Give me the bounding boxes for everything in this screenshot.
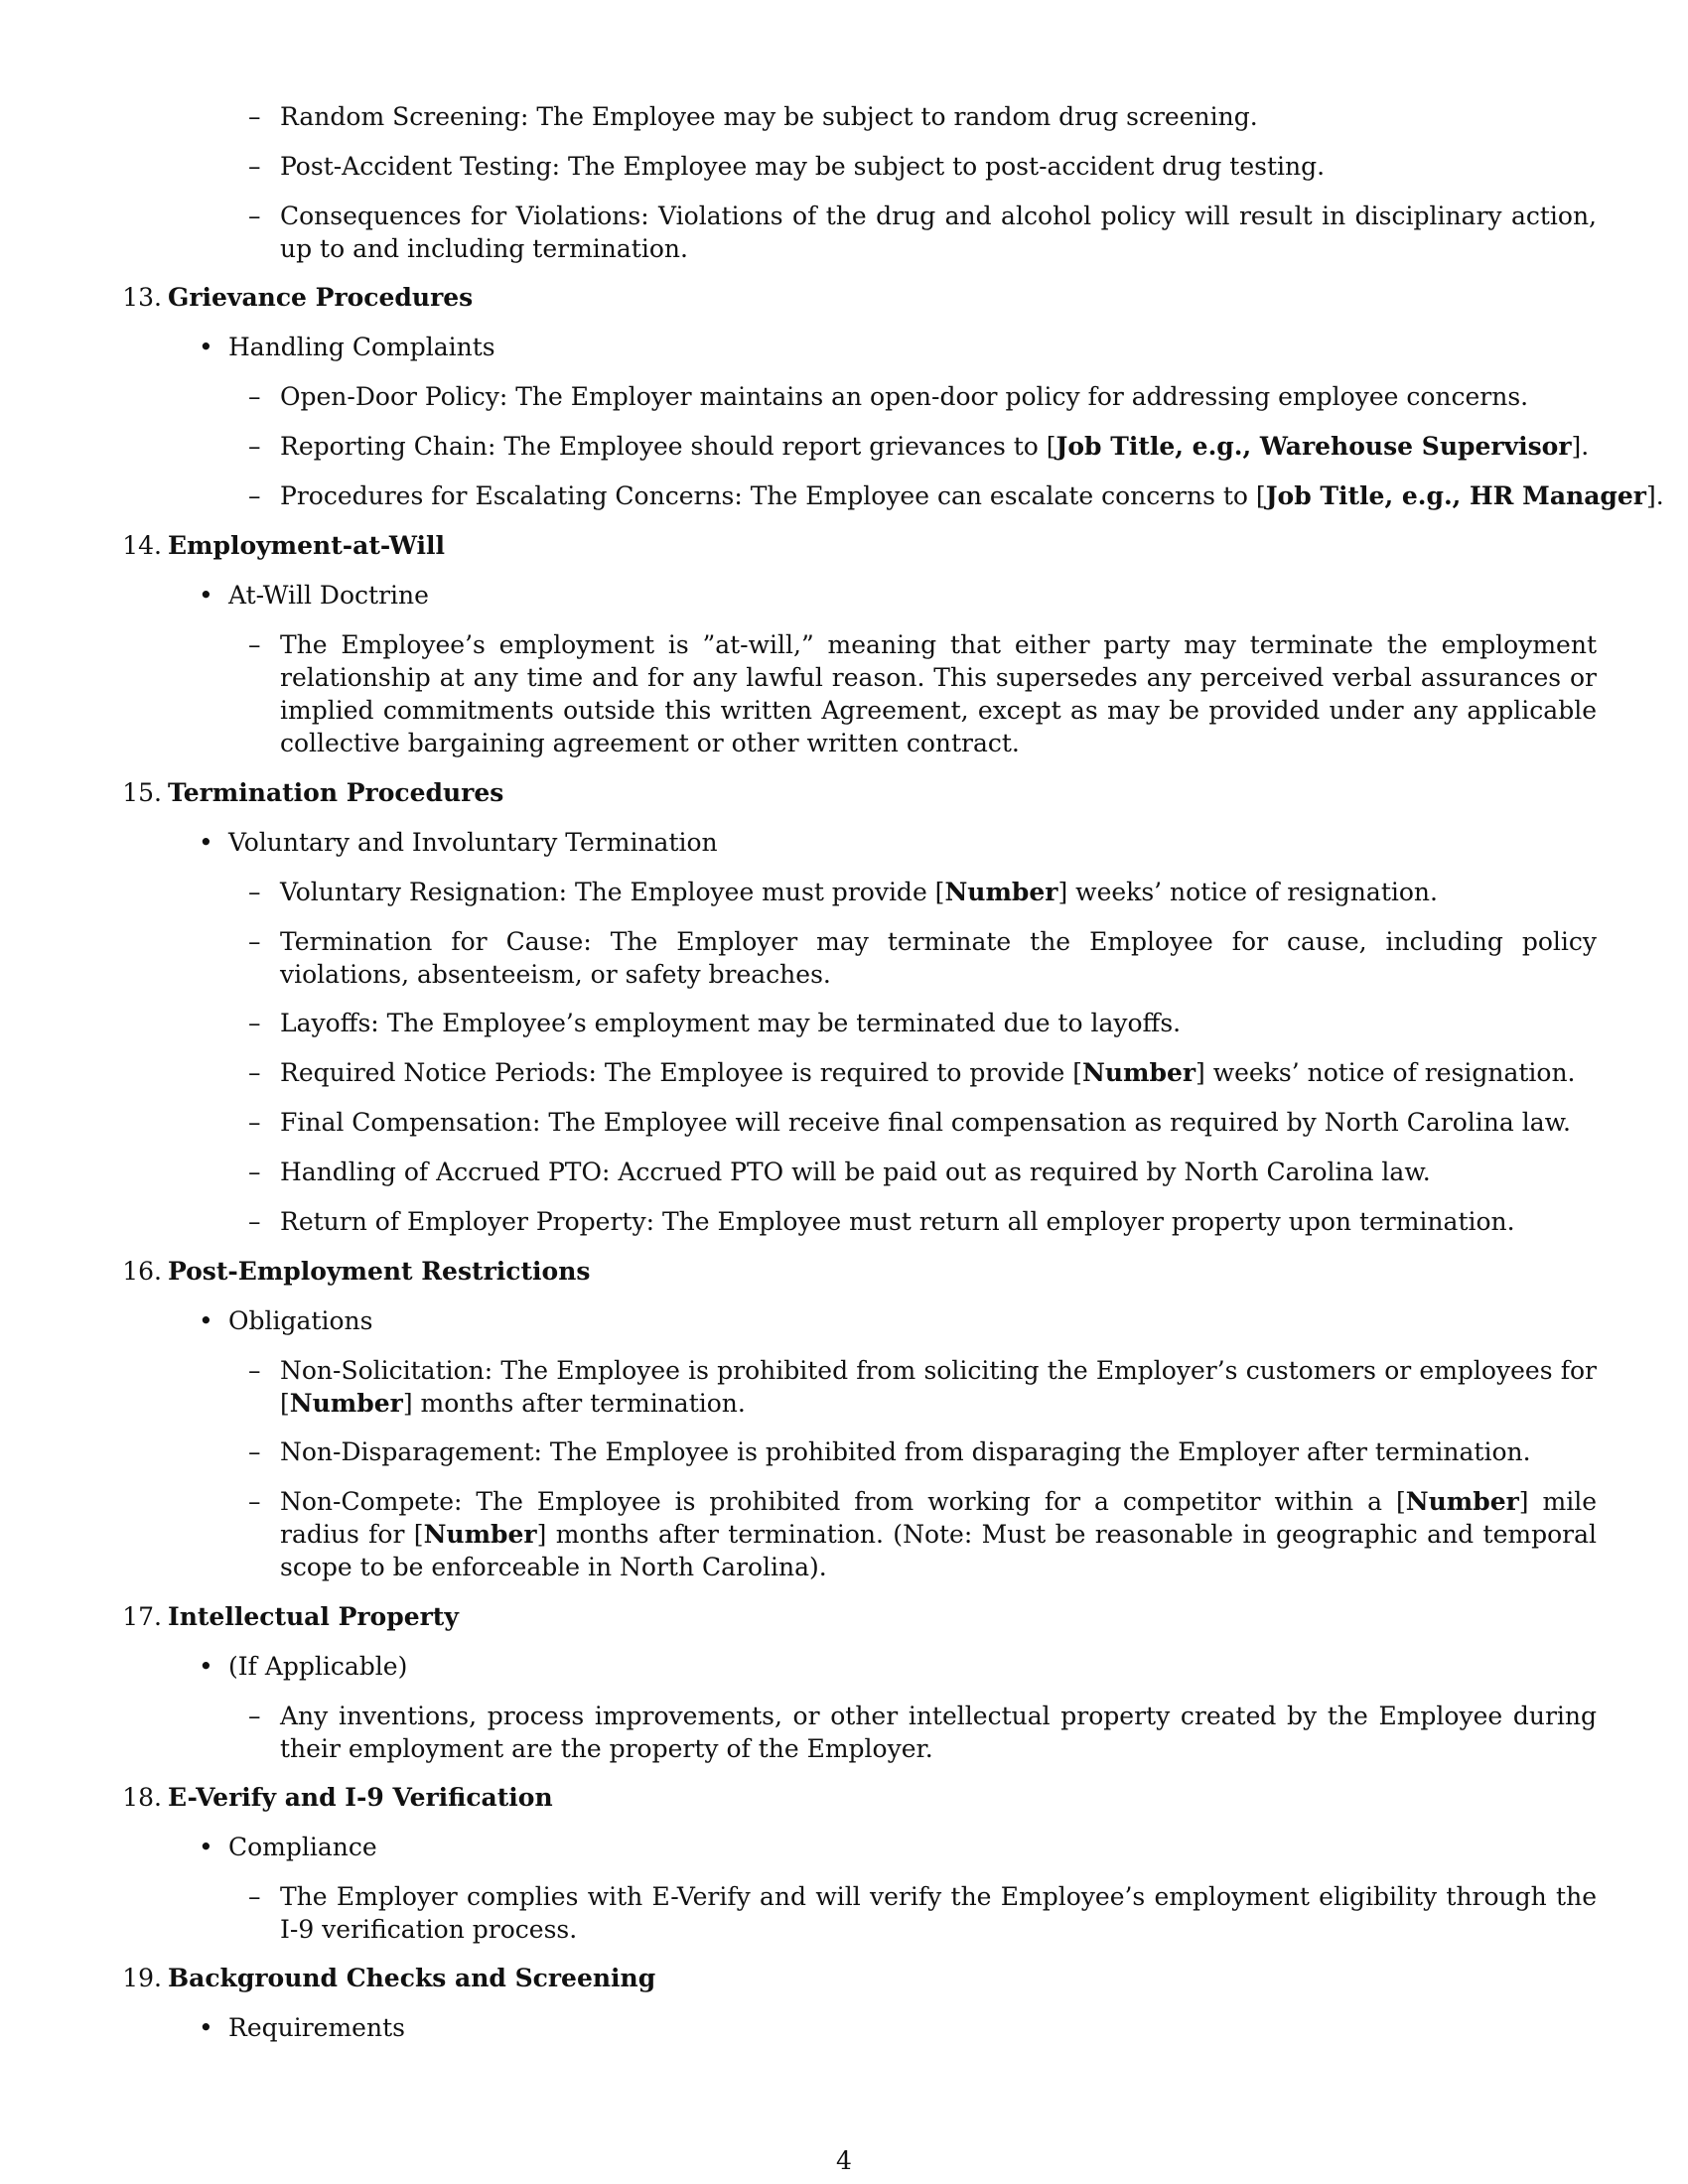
page-number: 4 [836, 2146, 852, 2175]
section-title: Background Checks and Screening [168, 1964, 656, 1992]
placeholder-bold: Number [289, 1389, 403, 1418]
placeholder-bold: Job Title, e.g., Warehouse Supervisor [1055, 432, 1572, 461]
bullet-text: Compliance [228, 1833, 377, 1861]
section-title: Termination Procedures [168, 778, 504, 807]
bullet-marker: • [199, 1306, 213, 1335]
placeholder-bold: Number [1405, 1487, 1519, 1516]
section-number: 18. [122, 1783, 162, 1812]
item-text: Voluntary Resignation: The Employee must provide [Number] weeks’ notice of resignation. [280, 878, 1438, 906]
placeholder-bold: Number [1081, 1058, 1196, 1087]
bullet-marker: • [199, 581, 213, 610]
item-text: Return of Employer Property: The Employee must return all employer property upon termination. [280, 1207, 1515, 1236]
dash-marker: – [248, 152, 261, 181]
dash-marker: – [248, 202, 261, 230]
item-text: Handling of Accrued PTO: Accrued PTO will be paid out as required by North Carolina law. [280, 1158, 1431, 1186]
section-title: Grievance Procedures [168, 283, 474, 312]
bullet-text: Obligations [228, 1306, 373, 1335]
bullet-text: Voluntary and Involuntary Termination [228, 828, 718, 857]
dash-marker: – [248, 102, 261, 131]
section-number: 14. [122, 531, 162, 560]
dash-marker: – [248, 1356, 261, 1385]
section-number: 15. [122, 778, 162, 807]
bullet-marker: • [199, 1652, 213, 1681]
item-text: Non-Disparagement: The Employee is prohibited from disparaging the Employer after termination. [280, 1437, 1531, 1466]
dash-marker: – [248, 1207, 261, 1236]
bullet-text: Requirements [228, 2013, 405, 2042]
item-text: The Employee’s employment is ”at-will,” meaning that either party may terminate the employment relationship at any time and for any lawful reason. This supersedes any perceived verbal assurances or implied commitments outside this written Agreement, except as may be provided under any applicable collective bargaining agreement or other written contract. [280, 630, 1597, 757]
item-text: Open-Door Policy: The Employer maintains an open-door policy for addressing employee concerns. [280, 382, 1529, 411]
item-text: Required Notice Periods: The Employee is required to provide [Number] weeks’ notice of resignation. [280, 1058, 1576, 1087]
dash-marker: – [248, 1487, 261, 1516]
item-text: Any inventions, process improvements, or other intellectual property created by the Employee during their employment are the property of the Employer. [280, 1702, 1597, 1763]
dash-marker: – [248, 1108, 261, 1137]
section-number: 17. [122, 1602, 162, 1631]
placeholder-bold: Number [944, 878, 1058, 906]
item-text: Random Screening: The Employee may be subject to random drug screening. [280, 102, 1258, 131]
bullet-text: At-Will Doctrine [228, 581, 429, 610]
item-text: Non-Solicitation: The Employee is prohibited from soliciting the Employer’s customers or employees for [Number] months after termination. [280, 1356, 1597, 1418]
dash-marker: – [248, 1058, 261, 1087]
bullet-marker: • [199, 828, 213, 857]
item-text: Consequences for Violations: Violations of the drug and alcohol policy will result in disciplinary action, up to and including termination. [280, 202, 1597, 263]
section-title: Post-Employment Restrictions [168, 1257, 591, 1286]
section-number: 13. [122, 283, 162, 312]
dash-marker: – [248, 1882, 261, 1911]
dash-marker: – [248, 1437, 261, 1466]
item-text: Procedures for Escalating Concerns: The Employee can escalate concerns to [Job Title, e.g., HR Manager]. [280, 481, 1664, 510]
item-text: Termination for Cause: The Employer may terminate the Employee for cause, including policy violations, absenteeism, or safety breaches. [280, 927, 1597, 989]
bullet-text: Handling Complaints [228, 333, 495, 361]
bullet-marker: • [199, 333, 213, 361]
dash-marker: – [248, 878, 261, 906]
bullet-marker: • [199, 2013, 213, 2042]
dash-marker: – [248, 481, 261, 510]
item-text: The Employer complies with E-Verify and will verify the Employee’s employment eligibility through the I-9 verification process. [280, 1882, 1597, 1944]
dash-marker: – [248, 1158, 261, 1186]
dash-marker: – [248, 432, 261, 461]
dash-marker: – [248, 382, 261, 411]
bullet-text: (If Applicable) [228, 1652, 408, 1681]
section-title: E-Verify and I-9 Verification [168, 1783, 553, 1812]
dash-marker: – [248, 1702, 261, 1730]
section-title: Employment-at-Will [168, 531, 446, 560]
section-number: 16. [122, 1257, 162, 1286]
dash-marker: – [248, 927, 261, 956]
item-text: Non-Compete: The Employee is prohibited from working for a competitor within a [Number] mile radius for [Number] months after termination. (Note: Must be reasonable in geographic and temporal scope to be enforceable in North Carolina). [280, 1487, 1597, 1581]
bullet-marker: • [199, 1833, 213, 1861]
dash-marker: – [248, 1009, 261, 1037]
section-title: Intellectual Property [168, 1602, 459, 1631]
placeholder-bold: Number [423, 1520, 537, 1549]
section-number: 19. [122, 1964, 162, 1992]
item-text: Layoffs: The Employee’s employment may be terminated due to layoffs. [280, 1009, 1182, 1037]
placeholder-bold: Job Title, e.g., HR Manager [1265, 481, 1646, 510]
item-text: Final Compensation: The Employee will receive final compensation as required by North Carolina law. [280, 1108, 1571, 1137]
item-text: Reporting Chain: The Employee should report grievances to [Job Title, e.g., Warehouse Supervisor]. [280, 432, 1590, 461]
item-text: Post-Accident Testing: The Employee may be subject to post-accident drug testing. [280, 152, 1326, 181]
dash-marker: – [248, 630, 261, 659]
